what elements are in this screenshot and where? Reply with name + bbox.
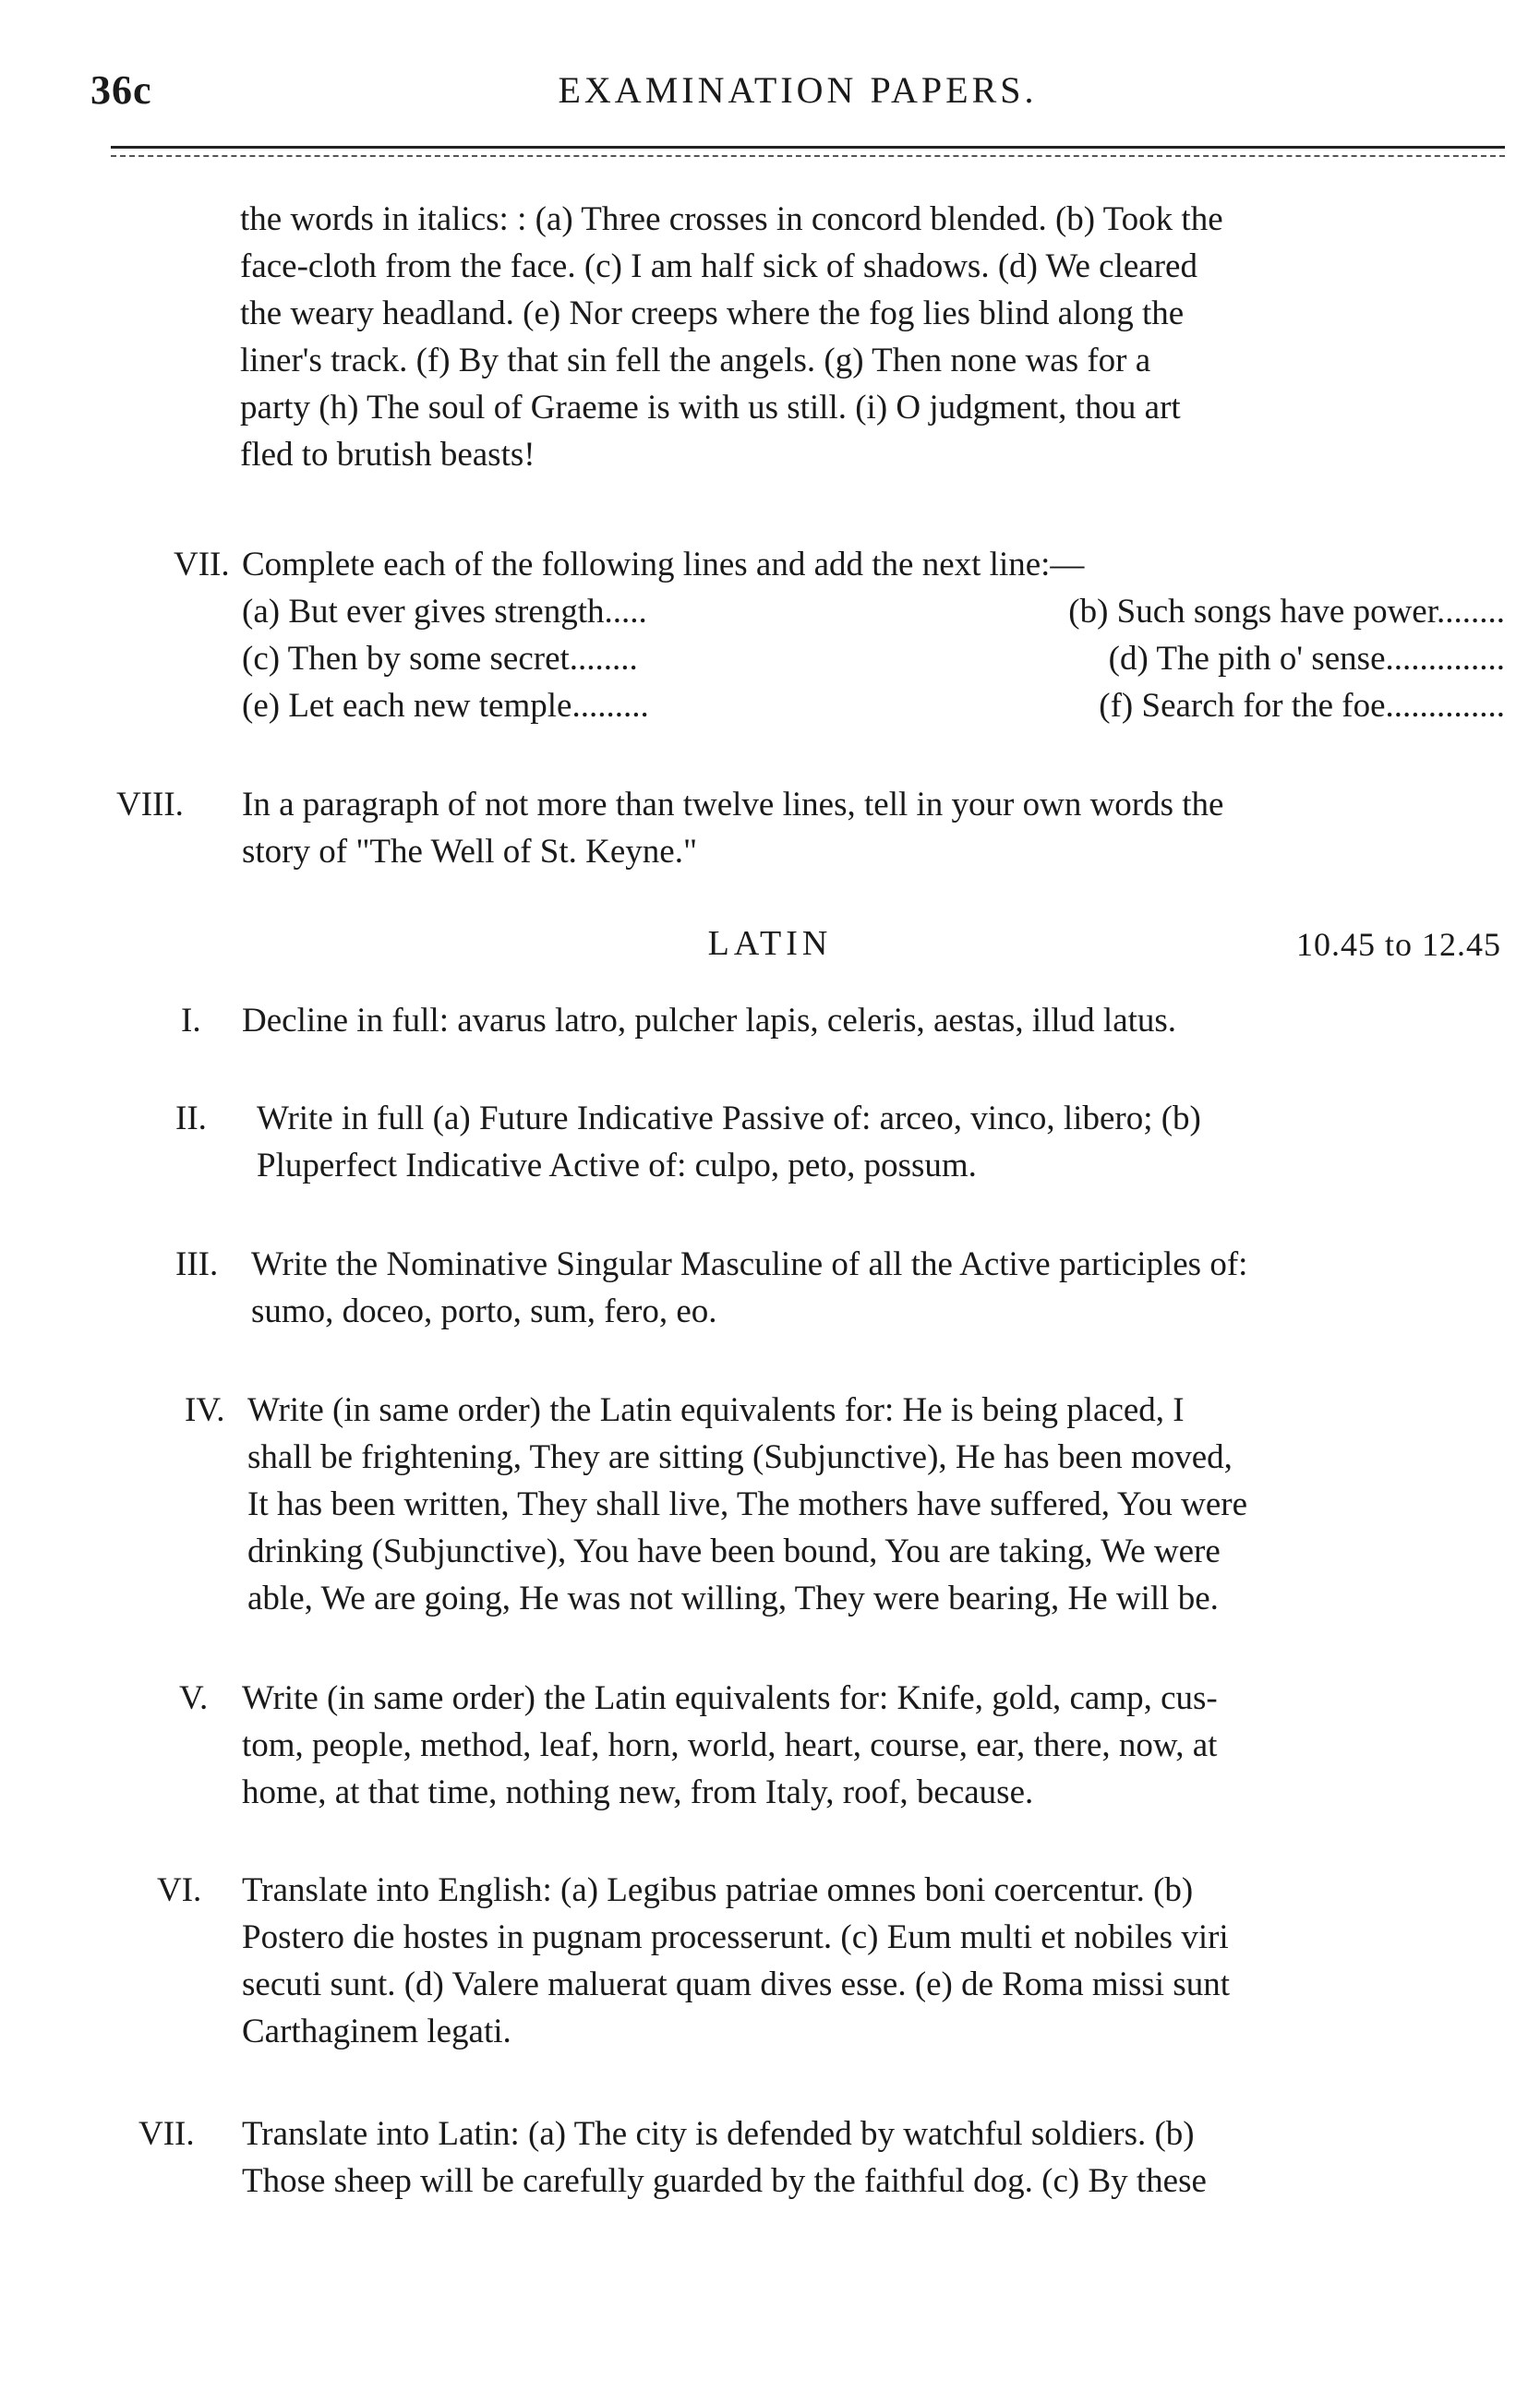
text-line: Carthaginem legati. [242,2013,511,2050]
text-line: the words in italics: : (a) Three crosses in concord blended. (b) Took the [240,200,1223,238]
question-number: V. [179,1679,209,1717]
question-number: VII. [174,546,230,583]
text-line: able, We are going, He was not willing, They were bearing, He will be. [247,1580,1219,1617]
question-number: III. [175,1245,219,1283]
text-line: drinking (Subjunctive), You have been bound, You are taking, We were [247,1533,1221,1570]
text-line: Translate into English: (a) Legibus patriae omnes boni coercentur. (b) [242,1871,1194,1909]
text-line: It has been written, They shall live, The mothers have suffered, You were [247,1485,1248,1523]
text-line: tom, people, method, leaf, horn, world, heart, course, ear, there, now, at [242,1726,1218,1764]
text-line: Write in full (a) Future Indicative Passive of: arceo, vinco, libero; (b) [257,1100,1201,1137]
text-line: Pluperfect Indicative Active of: culpo, peto, possum. [257,1147,977,1184]
text-line: secuti sunt. (d) Valere maluerat quam dives esse. (e) de Roma missi sunt [242,1965,1231,2003]
question-7 [242,541,1505,729]
continuation-paragraph [240,196,1505,478]
question-number: VIII. [116,786,184,823]
text-line: party (h) The soul of Graeme is with us still. (i) O judgment, thou art [240,389,1181,427]
section-time: 10.45 to 12.45 [1295,926,1501,963]
text-line: face-cloth from the face. (c) I am half sick of shadows. (d) We cleared [240,247,1197,285]
text-line: Write (in same order) the Latin equivalents for: Knife, gold, camp, cus- [242,1679,1218,1717]
completion-row: (a) But ever gives strength..... (b) Such songs have power........ [242,593,1505,631]
latin-question-3 [251,1241,1505,1335]
latin-question-2 [257,1095,1505,1189]
text-line: shall be frightening, They are sitting (Subjunctive), He has been moved, [247,1438,1233,1476]
question-8 [242,781,1505,875]
text-line: home, at that time, nothing new, from Italy, roof, because. [242,1773,1034,1811]
text-line: Those sheep will be carefully guarded by the faithful dog. (c) By these [242,2162,1207,2200]
question-number: I. [181,1002,201,1040]
page-number: 36c [90,67,152,113]
question-number: VI. [157,1871,202,1909]
section-title: LATIN [707,924,833,963]
latin-question-5 [242,1675,1505,1816]
question-intro: Complete each of the following lines and add the next line:— [242,546,1085,583]
text-line: Write the Nominative Singular Masculine of all the Active participles of: [251,1245,1248,1283]
text-line: Write (in same order) the Latin equivalents for: He is being placed, I [247,1391,1185,1429]
text-line: story of "The Well of St. Keyne." [242,833,698,871]
completion-row: (c) Then by some secret........ (d) The pith o' sense.............. [242,640,1505,678]
question-number: IV. [185,1391,225,1429]
text-line: fled to brutish beasts! [240,436,535,474]
completion-row: (e) Let each new temple......... (f) Search for the foe.............. [242,687,1505,725]
text-line: the weary headland. (e) Nor creeps where the fog lies blind along the [240,294,1185,332]
latin-question-4 [247,1387,1505,1622]
latin-question-6 [242,1867,1505,2055]
text-line: liner's track. (f) By that sin fell the angels. (g) Then none was for a [240,342,1151,379]
running-head: EXAMINATION PAPERS. [558,69,1038,111]
latin-question-7 [242,2110,1505,2205]
text-line: Decline in full: avarus latro, pulcher lapis, celeris, aestas, illud latus. [242,1002,1177,1040]
question-number: VII. [138,2115,195,2153]
question-number: II. [175,1100,207,1137]
text-line: sumo, doceo, porto, sum, fero, eo. [251,1292,717,1330]
latin-question-1 [242,997,1505,1044]
text-line: In a paragraph of not more than twelve lines, tell in your own words the [242,786,1224,823]
text-line: Translate into Latin: (a) The city is defended by watchful soldiers. (b) [242,2115,1195,2153]
text-line: Postero die hostes in pugnam processerunt. (c) Eum multi et nobiles viri [242,1918,1229,1956]
